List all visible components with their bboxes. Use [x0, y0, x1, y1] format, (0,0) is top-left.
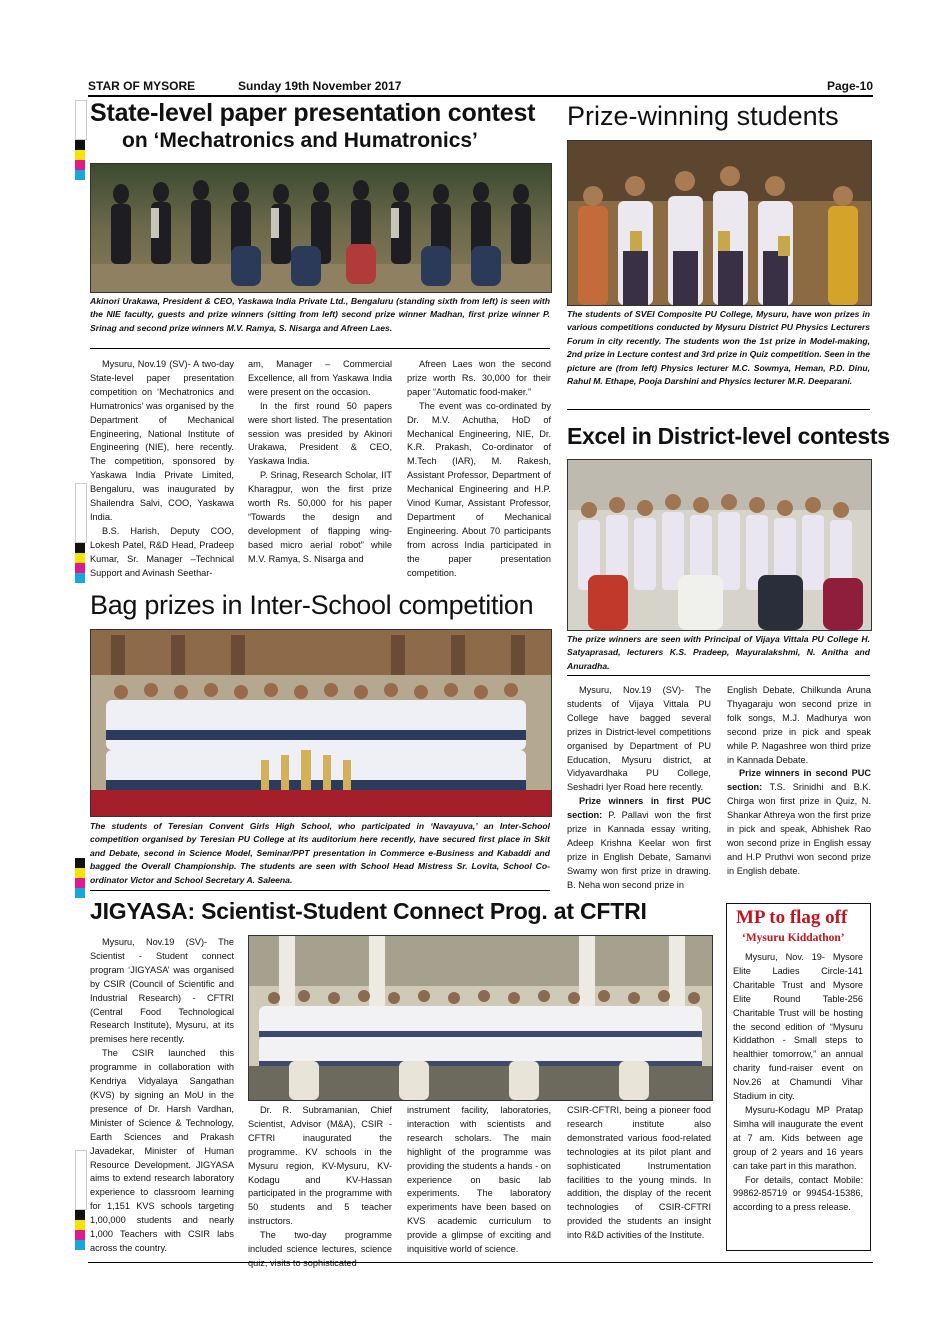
reg-mark-cyan — [75, 573, 85, 583]
reg-mark-cyan — [75, 1240, 85, 1250]
reg-mark-yellow — [75, 868, 85, 878]
paragraph: instrument facility, laboratories, interaction with scientists and research scholars. The main highlight of the programme was providing the students a hands - on experience on basic lab experiments. The laboratory experiments have been based on KVS academic curriculum to provide a glimpse of exciting and inquisitive world of science. — [407, 1105, 551, 1255]
issue-date: Sunday 19th November 2017 — [238, 79, 402, 93]
subhead-first-puc: Prize winners in first PUC section: — [567, 796, 711, 821]
paragraph: am, Manager – Commercial Excellence, all from Yaskawa India were present on the occasion. — [248, 359, 392, 397]
paragraph: The CSIR launched this programme in collaboration with Kendriya Vidyalaya Sangathan (KVS) by signing an MoU in the presence of Dr. Harsh Vardhan, Minister of Science & Technology, Earth Sciences and Prakash Javadekar, Minister of Human Resource Development. JIGYASA aims to extend research laboratory experience to classroom learning for 1,151 KVS schools targeting 1,00,000 students and nearly 1,000 Teachers with CSIR labs across the country. — [90, 1048, 234, 1253]
article1-headline-line2: on ‘Mechatronics and Humatronics’ — [122, 129, 478, 152]
paragraph: P. Srinag, Research Scholar, IIT Kharagpur, won the first prize worth Rs. 50,000 for his paper “Towards the design and development of flapping wing-based micro aerial robot” while M.V. Ramya, S. Nisarga and — [248, 470, 392, 564]
article2-headline: Prize-winning students — [567, 101, 839, 131]
color-registration-strip-bottom — [75, 1150, 85, 1250]
publication-name: STAR OF MYSORE — [88, 79, 196, 93]
paragraph: The event was co-ordinated by Dr. M.V. Achutha, HoD of Mechanical Engineering, NIE, Dr. K.R. Prakash, Co-ordinator of M.Tech (IAR), M. Rakesh, Assistant Professor, Department of Mechanical Engineering and H.P. Vinod Kumar, Assistant Professor, Department of Mechanical Engineering. About 70 participants from across India participated in the paper presentation competition. — [407, 400, 551, 578]
article2-caption-rule — [567, 409, 870, 410]
paragraph: CSIR-CFTRI, being a pioneer food research institute also demonstrated various food-related technologies at its pilot plant and sophisticated Instrumentation facilities to the young minds. In addition, the display of the recent technologies of CSIR-CFTRI provided the students an insight into R&D activities of the Institute. — [567, 1105, 711, 1241]
paragraph — [567, 795, 711, 892]
paragraph-text: T.S. Srinidhi and B.K. Chirga won first prize in Quiz, N. Shankar Athreya won the first prize in pick and speak, Abhishek Rao won second prize in English essay and H.P Pruthvi won second prize in English debate. — [727, 782, 871, 876]
article5-body-col2 — [248, 1104, 392, 1271]
page-bottom-rule — [88, 1262, 873, 1263]
paragraph: Mysuru, Nov.19 (SV)- The students of Vijaya Vittala PU College have bagged several prizes in District-level competitions organised by Department of PU Education, Mysuru district, at Vidyavardhaka PU College, Seshadri Iyer Road here recently. — [567, 685, 711, 793]
reg-mark-black — [75, 1210, 85, 1220]
article6-body — [733, 951, 863, 1215]
article3-body-col1 — [567, 684, 711, 893]
paragraph: Afreen Laes won the second prize worth Rs. 30,000 for their paper “Automatic food-maker.” — [407, 359, 551, 397]
article5-body-col3 — [407, 1104, 551, 1257]
reg-mark-yellow — [75, 1220, 85, 1230]
article3-caption-rule — [567, 675, 870, 676]
color-registration-strip-mid — [75, 483, 85, 583]
article3-caption: The prize winners are seen with Principal of Vijaya Vittala PU College H. Satyaprasad, lecturers K.S. Pradeep, Mayuralakshmi, N. Anitha and Anuradha. — [567, 634, 870, 671]
color-registration-strip-top — [75, 100, 85, 180]
masthead-rule — [88, 95, 873, 97]
reg-mark-magenta — [75, 563, 85, 573]
reg-mark-black — [75, 858, 85, 868]
article4-caption: The students of Teresian Convent Girls High School, who participated in ‘Navayuva,’ an Inter-School competition organised by Teresian PU College at its auditorium here recently, have secured first place in Skit and Debate, second in Science Model, Seminar/PPT presentation in Commerce e-Business and Kabaddi and bagged the Overall Championship. The students are seen with School Head Mistress Sr. Lovita, School Co-ordinator Victor and School Secretary A. Saleena. — [90, 821, 550, 885]
article1-photo — [90, 163, 552, 293]
article1-body-col3 — [407, 358, 551, 581]
article2-caption: The students of SVEI Composite PU College, Mysuru, have won prizes in various competitions conducted by Mysuru District PU Physics Lecturers Forum in city recently. The students won the 1st prize in Model-making, 2nd prize in Lecture contest and 3rd prize in Quiz competition. Seen in the picture are (from left) Physics lecturer M.C. Sowmya, Heman, P.D. Dinu, Rahul M. Ethape, Pooja Darshini and Physics lecturer M.R. Deeparani. — [567, 309, 870, 387]
reg-mark-magenta — [75, 878, 85, 888]
article6-headline: MP to flag off — [736, 907, 848, 928]
paragraph: B.S. Harish, Deputy COO, Lokesh Patel, R&D Head, Pradeep Kumar, Sr. Manager –Technical Support and Avinash Seethar- — [90, 525, 234, 578]
reg-mark-yellow — [75, 150, 85, 160]
article4-caption-rule — [90, 890, 550, 891]
paragraph: Mysuru, Nov. 19- Mysore Elite Ladies Circle-141 Charitable Trust and Mysore Elite Round Table-256 Charitable Trust will be hosting the second edition of “Mysuru Kiddathon - Small steps to healthier tomorrow,” an annual charity fund-raiser event on Nov.26 at Chamundi Vihar Stadium in city. — [733, 952, 863, 1102]
paragraph: Mysuru, Nov.19 (SV)- A two-day State-level paper presentation competition on ‘Mechatronics and Humatronics’ was organised by the Department of Mechanical Engineering, National Institute of Engineering (NIE), here recently. The competition, sponsored by Yaskawa India Private Limited, Bengaluru, was inaugurated by Shailendra Salvi, COO, Yaskawa India. — [90, 359, 234, 522]
color-registration-strip-mid2 — [75, 858, 85, 898]
masthead — [88, 76, 873, 96]
article1-caption: Akinori Urakawa, President & CEO, Yaskawa India Private Ltd., Bengaluru (standing sixth from left) is seen with the NIE faculty, guests and prize winners (sitting from left) second prize winner Madhan, first prize winner P. Srinag and second prize winners M.V. Ramya, S. Nisarga and Afreen Laes. — [90, 296, 550, 333]
reg-mark-magenta — [75, 160, 85, 170]
reg-mark-black — [75, 140, 85, 150]
article2-photo — [567, 140, 872, 306]
paragraph: In the first round 50 papers were short listed. The presentation session was presided by Akinori Urakawa, President & CEO, Yaskawa India. — [248, 400, 392, 467]
article3-headline: Excel in District-level contests — [567, 423, 890, 449]
reg-mark-white — [75, 1150, 87, 1210]
paragraph: Mysuru-Kodagu MP Pratap Simha will inaugurate the event at 7 am. Kids between age group of 2 years and 16 years can take part in this marathon. — [733, 1104, 863, 1171]
page-number: Page-10 — [826, 79, 873, 93]
reg-mark-yellow — [75, 553, 85, 563]
article3-photo — [567, 459, 872, 631]
article1-body-col1 — [90, 358, 234, 581]
article3-body-col2 — [727, 684, 871, 879]
subhead-second-puc: Prize winners in second PUC section: — [727, 768, 871, 793]
paragraph: English Debate, Chilkunda Aruna Thyagaraju won second prize in folk songs, M.J. Madhurya won second prize in pick and speak while P. Nagashree won third prize in Kannada Debate. — [727, 685, 871, 765]
article5-photo — [248, 935, 713, 1101]
article1-body-col2 — [248, 358, 392, 567]
paragraph: Dr. R. Subramanian, Chief Scientist, Advisor (M&A), CSIR -CFTRI inaugurated the programme. KV schools in the Mysuru region, KV-Mysuru, KV- Kodagu and KV-Hassan participated in the programme with 50 students and 5 teacher instructors. — [248, 1105, 392, 1227]
article6-subhead: ‘Mysuru Kiddathon’ — [742, 932, 845, 944]
article1-headline-line1: State-level paper presentation contest — [90, 99, 536, 127]
paragraph — [727, 767, 871, 878]
article5-body-col1 — [90, 936, 234, 1256]
article1-caption-rule — [90, 348, 550, 349]
article4-photo — [90, 629, 552, 817]
reg-mark-cyan — [75, 170, 85, 180]
paragraph-text: P. Pallavi won the first prize in Kannada essay writing, Adeep Krishna Keelar won first prize in English Debate, Samanvi Swamy won first prize in drawing. B. Neha won second prize in — [567, 810, 711, 890]
article4-headline: Bag prizes in Inter-School competition — [90, 590, 534, 620]
reg-mark-magenta — [75, 1230, 85, 1240]
paragraph: For details, contact Mobile: 99862-85719 or 99454-15386, according to a press release. — [733, 1174, 863, 1213]
article5-headline: JIGYASA: Scientist-Student Connect Prog. at CFTRI — [90, 898, 647, 924]
reg-mark-black — [75, 543, 85, 553]
article5-body-col4 — [567, 1104, 711, 1243]
paragraph: Mysuru, Nov.19 (SV)- The Scientist - Student connect program ‘JIGYASA’ was organised by CSIR (Council of Scientific and Industrial Research) - CFTRI (Central Food Technological Research Institute), Mysuru, at its premises here recently. — [90, 937, 234, 1045]
paragraph: The two-day programme included science lectures, science — [248, 1230, 392, 1255]
reg-mark-cyan — [75, 888, 85, 898]
reg-mark-white — [75, 483, 87, 543]
reg-mark-white — [75, 100, 87, 140]
